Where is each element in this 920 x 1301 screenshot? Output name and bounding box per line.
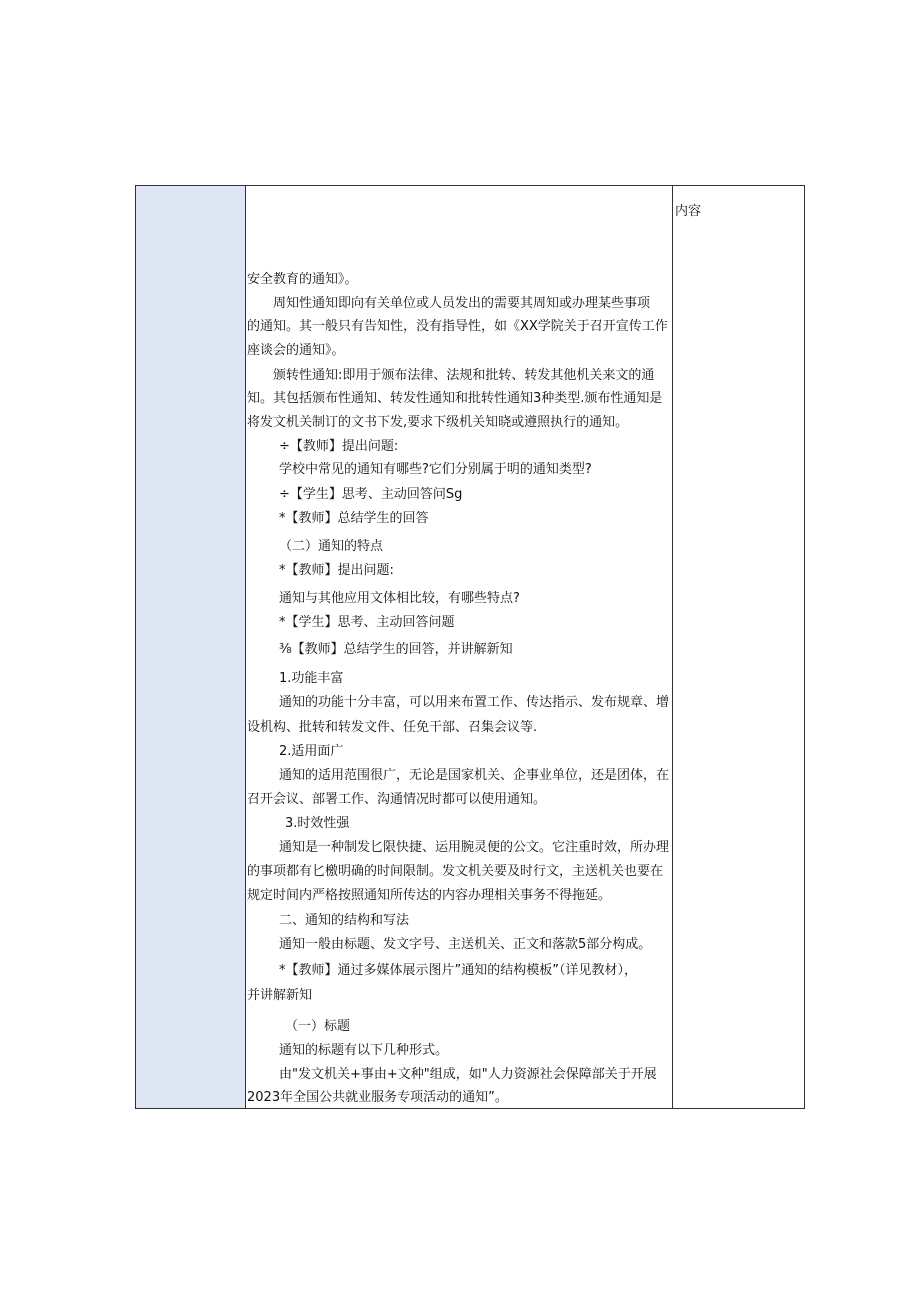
text-line: 并讲解新知 (247, 988, 313, 1003)
text-line: 通知与其他应用文体相比较，有哪些特点? (279, 591, 520, 606)
text-line: 通知一般由标题、发文字号、主送机关、正文和落款5部分构成。 (279, 937, 652, 952)
text-line: 2023年全国公共就业服务专项活动的通知”。 (247, 1090, 508, 1105)
text-line: ÷【教师】提出问题: (279, 439, 399, 454)
text-line: *【学生】思考、主动回答问题 (279, 615, 455, 630)
text-line: 规定时间内严格按照通知所传达的内容办理相关事务不得拖延。 (247, 888, 612, 903)
text-line: 由"发文机关+事由+文种"组成，如"人力资源社会保障部关于开展 (279, 1067, 657, 1082)
text-line: 座谈会的通知》。 (247, 343, 345, 358)
text-line: 1.功能丰富 (279, 671, 344, 686)
text-line: 的事项都有匕檄明确的时间限制。发文机关要及时行文，主送机关也要在 (247, 864, 664, 879)
text-line: 召开会议、部署工作、沟通情况时都可以使用通知。 (247, 792, 547, 807)
content-header-label: 内容 (675, 204, 702, 219)
text-line: 通知的功能十分丰富，可以用来布置工作、传达指示、发布规章、增 (279, 695, 670, 710)
text-line: 设机构、批转和转发文件、任免干部、召集会议等. (247, 720, 538, 735)
lesson-table (135, 185, 805, 1109)
text-line: 3.时效性强 (285, 816, 350, 831)
text-line: 通知的标题有以下几种形式。 (279, 1043, 449, 1058)
text-line: ÷【学生】思考、主动回答问Sg (279, 487, 463, 502)
text-line: 2.适用面广 (279, 744, 344, 759)
text-line: 颁转性通知:即用于颁布法律、法规和批转、转发其他机关来文的通 (273, 368, 655, 383)
text-line: 二、通知的结构和写法 (279, 913, 410, 928)
text-line: 将发文机关制订的文书下发,要求下级机关知晓或遵照执行的通知。 (247, 415, 629, 430)
content-cell (247, 186, 671, 1108)
text-line: *【教师】总结学生的回答 (279, 511, 429, 526)
right-column-cell (672, 186, 804, 1108)
text-line: （二）通知的特点 (279, 539, 384, 554)
text-line: *【教师】通过多媒体展示图片”通知的结构模板”（详见教材）， (279, 963, 637, 978)
text-line: 知。其包括颁布性通知、转发性通知和批转性通知3种类型.颁布性通知是 (247, 391, 663, 406)
text-line: 周知性通知即向有关单位或人员发出的需要其周知或办理某些事项 (273, 296, 651, 311)
text-line: 通知是一种制发匕限快捷、运用腕灵便的公文。它注重时效，所办理 (279, 840, 670, 855)
left-column-cell (136, 186, 246, 1108)
text-line: *【教师】提出问题: (279, 563, 394, 578)
text-line: 通知的适用范围很广，无论是国家机关、企事业单位，还是团体，在 (279, 768, 670, 783)
text-line: 的通知。其一般只有告知性，没有指导性，如《XX学院关于召开宣传工作 (247, 319, 668, 334)
text-line: 学校中常见的通知有哪些?它们分别属于明的通知类型? (279, 462, 592, 477)
text-line: 安全教育的通知》。 (247, 272, 358, 287)
text-line: ⅜【教师】总结学生的回答，并讲解新知 (279, 642, 513, 657)
text-line: （一）标题 (285, 1019, 351, 1034)
